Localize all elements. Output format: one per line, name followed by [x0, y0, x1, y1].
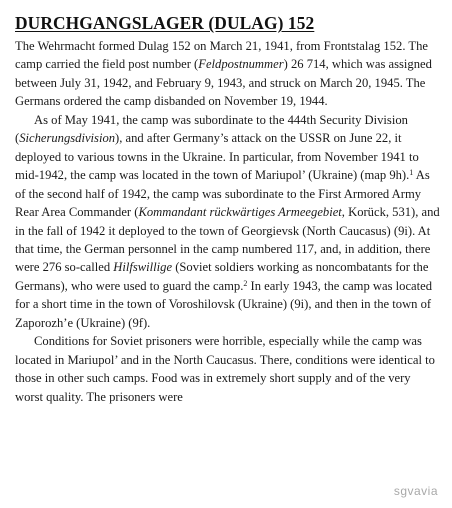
- footnote-ref-1[interactable]: 1: [409, 168, 414, 178]
- p1-text-2: ) 26 714, which was assigned between July 31, 1942, and February 9, 1943, and struck on March 20, 1945. The Germans ordered the camp disbanded on November 19, 1944.: [15, 57, 432, 109]
- footnote-ref-2[interactable]: 2: [243, 278, 248, 288]
- p1-italic-term: Feldpostnummer: [198, 57, 284, 72]
- p3-text-1: Conditions for Soviet prisoners were horrible, especially while the camp was located in Mariupol’ and in the North Caucasus. There, conditions were identical to those in other such camps. Food was in extremely short supply and of the very worst quality. The prisoners were: [15, 334, 435, 404]
- p2-text-4: , Korück, 531), and in the fall of 1942 it deployed to the town of Georgievsk (North Caucasus) (9i). At that time, the German personnel in the camp numbered 117, and, in addition, there were 276 so-called: [15, 205, 440, 275]
- section-heading: DURCHGANGSLAGER (DULAG) 152: [15, 13, 315, 33]
- p2-italic-term-3: Hilfswillige: [113, 260, 173, 275]
- p2-text-3: As of the second half of 1942, the camp was subordinate to the First Armored Army Rear Area Commander (: [15, 168, 430, 220]
- p2-italic-term-1: Sicherungsdivision: [19, 131, 116, 146]
- p2-text-5: (Soviet soldiers working as noncombatants for the Germans), who were used to guard the camp.: [15, 260, 429, 293]
- p1-text-1: The Wehrmacht formed Dulag 152 on March 21, 1941, from Frontstalag 152. The camp carried the field post number (: [15, 39, 428, 72]
- paragraph-1: [15, 37, 440, 111]
- p2-text-1: As of May 1941, the camp was subordinate to the 444th Security Division (: [15, 112, 408, 146]
- p2-italic-term-2: Kommandant rückwärtiges Armeegebiet: [138, 205, 342, 220]
- watermark-logo: sgvavia: [393, 484, 438, 498]
- paragraph-3: [15, 332, 440, 406]
- p2-text-2: ), and after Germany’s attack on the USSR on June 22, it deployed to various towns in the Ukraine. In particular, from November 1941 to mid-1942, the camp was located in the town of Mariupol’ (Ukraine) (map 9h).: [15, 131, 419, 183]
- p2-text-6: In early 1943, the camp was located for a short time in the town of Voroshilovsk (Ukraine) (9i), and then in the town of Zaporozh’e (Ukraine) (9f).: [15, 278, 433, 330]
- paragraph-2: [15, 111, 440, 332]
